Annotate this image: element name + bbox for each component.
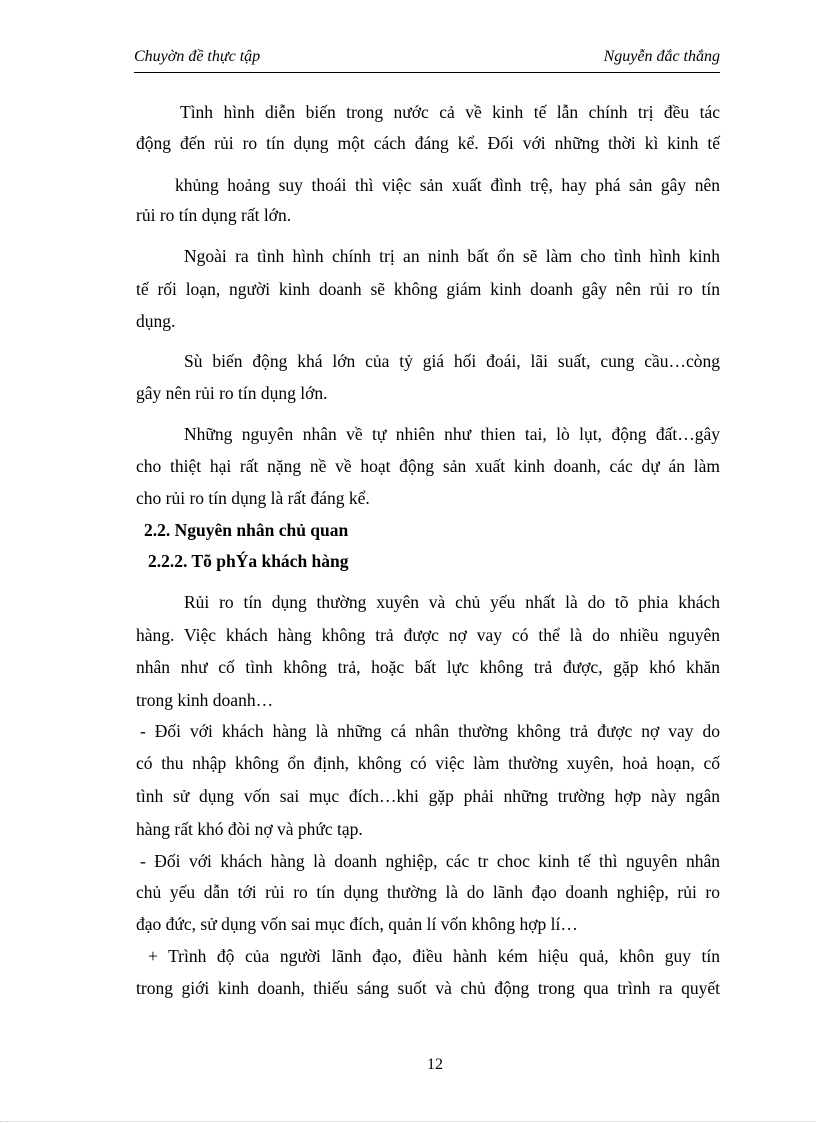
body-line: gây nên rủi ro tín dụng lớn. xyxy=(136,383,328,403)
subsection-heading: 2.2.2. Tõ phÝa khách hàng xyxy=(148,551,349,571)
page-header xyxy=(134,48,720,73)
body-line: tế rối loạn, người kinh doanh sẽ không giám kinh doanh gây nên rủi ro tín xyxy=(136,279,720,299)
body-line: Những nguyên nhân về tự nhiên như thien tai, lò lụt, động đất…gây xyxy=(184,424,720,444)
body-line: trong giới kinh doanh, thiếu sáng suốt và chủ động trong qua trình ra quyết xyxy=(136,978,720,998)
body-line: + Trình độ của người lãnh đạo, điều hành kém hiệu quả, khôn guy tín xyxy=(148,946,720,966)
body-line: hàng. Việc khách hàng không trả được nợ vay có thể là do nhiều nguyên xyxy=(136,625,720,645)
body-line: có thu nhập không ổn định, không có việc làm thường xuyên, hoả hoạn, cố xyxy=(136,753,720,773)
body-line: Ngoài ra tình hình chính trị an ninh bất ổn sẽ làm cho tình hình kinh xyxy=(184,246,720,266)
body-line: hàng rất khó đòi nợ và phức tạp. xyxy=(136,819,363,839)
body-line: rủi ro tín dụng rất lớn. xyxy=(136,205,292,225)
body-line: động đến rủi ro tín dụng một cách đáng kể. Đối với những thời kì kinh tế xyxy=(136,133,720,153)
body-line: dụng. xyxy=(136,311,176,331)
body-line: - Đối với khách hàng là những cá nhân thường không trả được nợ vay do xyxy=(140,721,720,741)
body-line: - Đối với khách hàng là doanh nghiệp, các tr choc kinh tế thì nguyên nhân xyxy=(140,851,720,871)
body-line: trong kinh doanh… xyxy=(136,690,274,710)
body-line: tình sử dụng vốn sai mục đích…khi gặp phải những trường hợp này ngân xyxy=(136,786,720,806)
body-line: Rủi ro tín dụng thường xuyên và chủ yếu nhất là do tõ phia khách xyxy=(184,592,720,612)
body-line: cho rủi ro tín dụng là rất đáng kể. xyxy=(136,488,370,508)
section-heading: 2.2. Nguyên nhân chủ quan xyxy=(144,520,349,540)
body-line: chủ yếu dẫn tới rủi ro tín dụng thường là do lãnh đạo doanh nghiệp, rủi ro xyxy=(136,882,720,902)
header-author: Nguyễn đắc thắng xyxy=(603,48,720,65)
header-left-title: Chuyờn đề thực tập xyxy=(134,48,261,65)
body-line: Tình hình diễn biến trong nước cả về kinh tế lẫn chính trị đều tác xyxy=(180,102,720,122)
body-line: khủng hoảng suy thoái thì việc sản xuất đình trệ, hay phá sản gây nên xyxy=(175,175,720,195)
body-line: Sù biến động khá lớn của tỷ giá hối đoái, lãi suất, cung cầu…còng xyxy=(184,351,720,371)
body-line: đạo đức, sử dụng vốn sai mục đích, quản lí vốn không hợp lí… xyxy=(136,914,578,934)
page-number: 12 xyxy=(427,1056,443,1073)
body-line: nhân như cố tình không trả, hoặc bất lực không trả được, gặp khó khăn xyxy=(136,657,720,677)
body-line: cho thiệt hại rất nặng nề về hoạt động sản xuất kinh doanh, các dự án làm xyxy=(136,456,720,476)
page-bottom-edge xyxy=(0,1121,816,1122)
